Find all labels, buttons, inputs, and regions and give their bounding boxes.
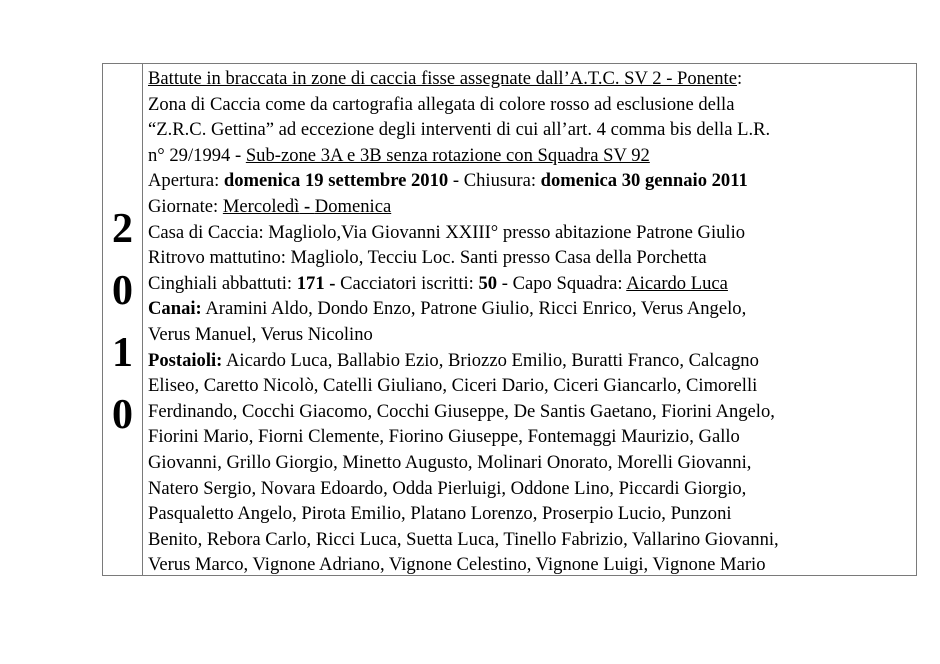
day-wednesday: Mercoledì — [222, 195, 300, 217]
post-hunters-line: Ferdinando, Cocchi Giacomo, Cocchi Giuseppe, De Santis Gaetano, Fiorini Angelo, — [148, 400, 775, 422]
dog-handlers-line: Canai: Aramini Aldo, Dondo Enzo, Patrone Giulio, Ricci Enrico, Verus Angelo, — [148, 298, 747, 320]
post-hunters-line: Giovanni, Grillo Giorgio, Minetto Augusto, Molinari Onorato, Morelli Giovanni, — [148, 451, 752, 473]
year-digit: 0 — [112, 267, 133, 314]
post-hunters-line: Verus Marco, Vignone Adriano, Vignone Celestino, Vignone Luigi, Vignone Mario — [148, 554, 766, 575]
dog-handlers-label: Canai: — [148, 298, 202, 320]
subzone-text: Sub-zone 3A e 3B senza rotazione con Squadra SV 92 — [245, 144, 650, 166]
season-dates-line: Apertura: domenica 19 settembre 2010 - Chiusura: domenica 30 gennaio 2011 — [148, 170, 748, 192]
day-sunday: Domenica — [314, 195, 392, 217]
post-hunters-line: Eliseo, Caretto Nicolò, Catelli Giuliano, Ciceri Dario, Ciceri Giancarlo, Cimorelli — [148, 375, 758, 397]
year-digit: 2 — [112, 205, 133, 252]
record-details — [143, 64, 916, 575]
zone-description-line: Zona di Caccia come da cartografia allegata di colore rosso ad esclusione della — [148, 93, 735, 115]
hunting-record-table — [102, 63, 917, 576]
post-hunters-line: Benito, Rebora Carlo, Ricci Luca, Suetta Luca, Tinello Fabrizio, Vallarino Giovanni, — [148, 528, 779, 550]
record-title-line: Battute in braccata in zone di caccia fisse assegnate dall’A.T.C. SV 2 - Ponente: — [148, 68, 743, 89]
zone-exception-line: “Z.R.C. Gettina” ad eccezione degli interventi di cui all’art. 4 comma bis della L.R. — [148, 119, 771, 141]
year-digit: 0 — [112, 391, 133, 438]
statistics-line: Cinghiali abbattuti: 171 - Cacciatori iscritti: 50 - Capo Squadra: Aicardo Luca — [148, 272, 728, 294]
post-hunters-line: Pasqualetto Angelo, Pirota Emilio, Platano Lorenzo, Proserpio Lucio, Punzoni — [148, 503, 732, 525]
post-hunters-line: Postaioli: Aicardo Luca, Ballabio Ezio, Briozzo Emilio, Buratti Franco, Calcagno — [148, 349, 759, 371]
hunters-count: 50 — [478, 272, 498, 294]
closing-date: domenica 30 gennaio 2011 — [540, 170, 748, 192]
opening-date: domenica 19 settembre 2010 — [223, 170, 449, 192]
post-hunters-line: Fiorini Mario, Fiorni Clemente, Fiorino Giuseppe, Fontemaggi Maurizio, Gallo — [148, 426, 740, 448]
law-reference-line: n° 29/1994 - Sub-zone 3A e 3B senza rotazione con Squadra SV 92 — [148, 144, 650, 166]
team-captain: Aicardo Luca — [626, 272, 728, 294]
hunting-days-line: Giornate: Mercoledì - Domenica — [148, 195, 392, 217]
morning-meeting-line: Ritrovo mattutino: Magliolo, Tecciu Loc. Santi presso Casa della Porchetta — [148, 247, 707, 269]
post-hunters-label: Postaioli: — [148, 349, 223, 371]
dog-handlers-line: Verus Manuel, Verus Nicolino — [148, 323, 373, 345]
year-digit: 1 — [112, 329, 133, 376]
hunting-house-line: Casa di Caccia: Magliolo,Via Giovanni XXIII° presso abitazione Patrone Giulio — [148, 221, 746, 243]
boars-count: 171 — [296, 272, 325, 294]
post-hunters-line: Natero Sergio, Novara Edoardo, Odda Pierluigi, Oddone Lino, Piccardi Giorgio, — [148, 477, 747, 499]
record-title: Battute in braccata in zone di caccia fisse assegnate dall’A.T.C. SV 2 - Ponente — [148, 68, 737, 89]
year-column — [103, 64, 143, 575]
